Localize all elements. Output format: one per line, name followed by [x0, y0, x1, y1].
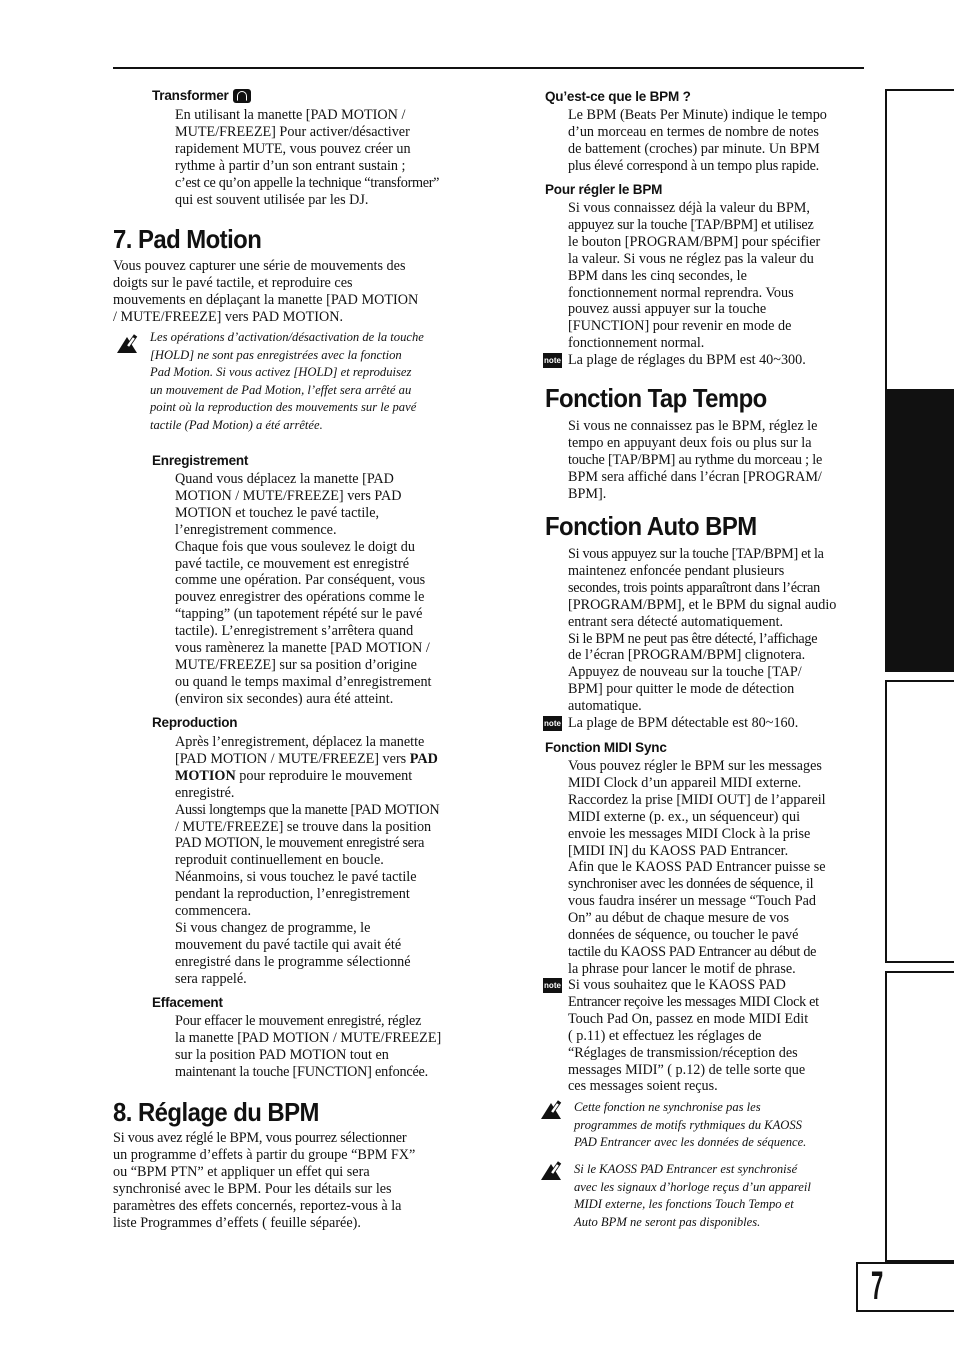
effacement-text: Pour effacer le mouvement enregistré, réglez la manette [PAD MOTION / MUTE/FREEZE] sur la position PAD MOTION tout en maintenant la touche [FUNCTION] enfoncée. — [175, 1013, 442, 1080]
auto-bpm-title: Fonction Auto BPM — [545, 511, 757, 541]
reglage-bpm-title: 8. Réglage du BPM — [113, 1097, 319, 1127]
midi-sync-note: Si vous souhaitez que le KAOSS PAD Entrancer reçoive les messages MIDI Clock et Touch Pad On, passez en mode MIDI Edit ( p.11) et effectuez les réglages de “Réglages de transmission/réception des messages MIDI” ( p.12) de telle sorte que ces messages soient reçus. — [568, 977, 819, 1095]
tap-tempo-title: Fonction Tap Tempo — [545, 383, 767, 413]
bpm-what-heading: Qu’est-ce que le BPM ? — [545, 89, 691, 104]
edge-tab-bottom — [885, 971, 954, 1262]
pad-motion-intro: Vous pouvez capturer une série de mouvements des doigts sur le pavé tactile, et reproduire ces mouvements en déplaçant la manette [PAD MOTION / MUTE/FREEZE] vers PAD MOTION. — [113, 258, 419, 325]
reglage-bpm-text: Si vous avez réglé le BPM, vous pourrez sélectionner un programme d’effets à partir du groupe “BPM FX” ou “BPM PTN” et appliquer un effet qui sera synchronisé avec le BPM. Pour les détails sur les paramètres des effets concernés, reportez-vous à la liste Programmes d’effets ( feuille séparée). — [113, 1130, 416, 1231]
enregistrement-heading: Enregistrement — [152, 453, 249, 468]
transformer-heading: Transformer — [152, 88, 251, 103]
midi-sync-warning-2: Si le KAOSS PAD Entrancer est synchronisé avec les signaux d’horloge reçus d’un appareil MIDI externe, les fonctions Touch Tempo et Auto BPM ne seront pas disponibles. — [574, 1162, 811, 1229]
reproduction-text: Après l’enregistrement, déplacez la manette [PAD MOTION / MUTE/FREEZE] vers PAD MOTION pour reproduire le mouvement enregistré. Aussi longtemps que la manette [PAD MOTION / MUTE/FREEZE] se trouve dans la position PAD MOTION, le mouvement enregistré sera reproduit continuellement en boucle. Néanmoins, si vous touchez le pavé tactile pendant la reproduction, l’enregistrement commencera. Si vous changez de programme, le mouvement du pavé tactile qui avait été enregistré dans le programme sélectionné sera rappelé. — [175, 734, 440, 987]
bpm-set-text: Si vous connaissez déjà la valeur du BPM, appuyez sur la touche [TAP/BPM] et utilisez le bouton [PROGRAM/BPM] pour spécifier la valeur. Si vous ne réglez pas la valeur du BPM dans les cinq secondes, le fonctionnement normal reprendra. Vous pouvez aussi appuyer sur la touche [FUNCTION] pour revenir en mode de fonctionnement normal. — [568, 200, 821, 352]
auto-bpm-note: La plage de BPM détectable est 80~160. — [568, 715, 799, 731]
pad-motion-title: 7. Pad Motion — [113, 224, 262, 254]
top-rule — [113, 67, 864, 69]
midi-sync-warning-1: Cette fonction ne synchronise pas les programmes de motifs rythmiques du KAOSS PAD Entrancer avec les données de séquence. — [574, 1100, 807, 1150]
auto-bpm-text: Si vous appuyez sur la touche [TAP/BPM] et la maintenez enfoncée pendant plusieurs secondes, trois points apparaîtront dans l’écran [PROGRAM/BPM], et le BPM du signal audio entrant sera détecté automatiquement. Si le BPM ne peut pas être détecté, l’affichage de l’écran [PROGRAM/BPM] clignotera. Appuyez de nouveau sur la touche [TAP/ BPM] pour quitter le mode de détection automatique. — [568, 546, 837, 715]
transformer-text: En utilisant la manette [PAD MOTION / MUTE/FREEZE] Pour activer/désactiver rapidement MUTE, vous pouvez créer un rythme à partir d’un son entrant sustain ; c’est ce qu’on appelle la technique “transformer” qui est souvent utilisée par les DJ. — [175, 107, 440, 208]
edge-tab-middle — [885, 680, 954, 963]
bpm-set-heading: Pour régler le BPM — [545, 182, 663, 197]
tap-tempo-text: Si vous ne connaissez pas le BPM, réglez le tempo en appuyant deux fois ou plus sur la touche [TAP/BPM] au rythme du morceau ; le BPM sera affiché dans l’écran [PROGRAM/ BPM]. — [568, 418, 823, 502]
note-icon: note — [543, 353, 562, 368]
midi-sync-heading: Fonction MIDI Sync — [545, 740, 667, 755]
pen-warning-icon — [539, 1099, 565, 1121]
midi-sync-text: Vous pouvez régler le BPM sur les messages MIDI Clock d’un appareil MIDI externe. Raccordez la prise [MIDI OUT] de l’appareil MIDI externe (p. ex., un séquenceur) qui envoie les messages MIDI Clock à la prise [MIDI IN] du KAOSS PAD Entrancer. Afin que le KAOSS PAD Entrancer puisse se synchroniser avec les données de séquence, il vous faudra insérer un message “Touch Pad On” au début de chaque mesure de vos données de séquence, ou toucher le pavé tactile du KAOSS PAD Entrancer au début de la phrase pour lancer le motif de phrase. — [568, 758, 826, 977]
bpm-what-text: Le BPM (Beats Per Minute) indique le tempo d’un morceau en termes de nombre de notes de battement (croches) par minute. Un BPM plus élevé correspond à un tempo plus rapide. — [568, 107, 827, 174]
reproduction-heading: Reproduction — [152, 715, 238, 730]
pen-warning-icon — [539, 1160, 565, 1182]
bpm-set-note: La plage de réglages du BPM est 40~300. — [568, 352, 806, 368]
note-icon: note — [543, 716, 562, 731]
effacement-heading: Effacement — [152, 995, 223, 1010]
note-icon: note — [543, 978, 562, 993]
headphone-icon — [233, 89, 251, 103]
pen-warning-icon — [115, 333, 141, 355]
pad-motion-warning: Les opérations d’activation/désactivation de la touche [HOLD] ne sont pas enregistrées avec la fonction Pad Motion. Si vous activez [HOLD] et reproduisez un mouvement de Pad Motion, l’effet sera arrêté au point où la reproduction des mouvements sur le pavé tactile (Pad Motion) a été arrêtée. — [150, 330, 424, 432]
edge-tab-top — [885, 89, 954, 391]
enregistrement-text: Quand vous déplacez la manette [PAD MOTION / MUTE/FREEZE] vers PAD MOTION et touchez le pavé tactile, l’enregistrement commence. Chaque fois que vous soulevez le doigt du pavé tactile, ce mouvement est enregistré comme une opération. Par conséquent, vous pouvez enregistrer des opérations comme le “tapping” (un tapotement répété sur le pavé tactile). L’enregistrement s’arrêtera quand vous ramènerez la manette [PAD MOTION / MUTE/FREEZE] sur sa position d’origine ou quand le temps maximal d’enregistrement (environ six secondes) aura été atteint. — [175, 471, 432, 707]
edge-tab-active — [885, 389, 954, 672]
page-number: 7 — [871, 1264, 884, 1308]
